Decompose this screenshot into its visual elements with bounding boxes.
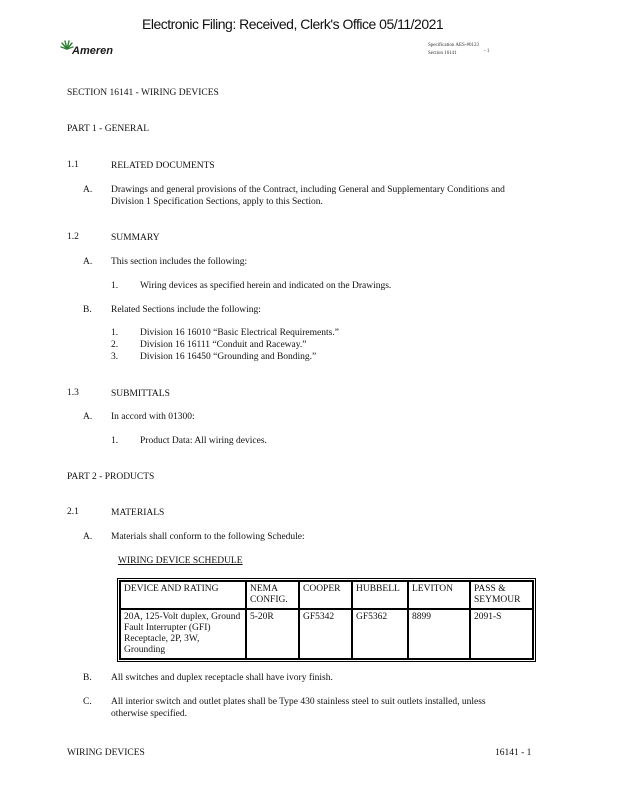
- logo-text: Ameren: [72, 45, 113, 57]
- section-2-1-title: MATERIALS: [111, 508, 165, 518]
- spec-page: - 1: [484, 49, 490, 54]
- table-cell: GF5342: [299, 609, 352, 659]
- item-1-2-A1-number: 1.: [111, 281, 119, 291]
- item-2-1-C-letter: C.: [83, 697, 92, 707]
- item-2-1-A-text: Materials shall conform to the following Schedule:: [111, 532, 305, 542]
- item-1-1-A-line1: Drawings and general provisions of the Contract, including General and Supplementary Conditions and: [111, 185, 505, 195]
- table-row: [120, 609, 533, 659]
- item-1-3-A-text: In accord with 01300:: [111, 412, 195, 422]
- list-item-text: Division 16 16010 “Basic Electrical Requirements.”: [140, 328, 339, 338]
- column-header: DEVICE AND RATING: [120, 581, 246, 609]
- spec-line-2: Section 16141: [428, 51, 457, 56]
- section-1-3-title: SUBMITTALS: [111, 389, 170, 399]
- item-1-2-A-text: This section includes the following:: [111, 257, 248, 267]
- table-cell: 2091-S: [470, 609, 533, 659]
- part-2-heading: PART 2 - PRODUCTS: [67, 472, 155, 482]
- section-1-1-title: RELATED DOCUMENTS: [111, 161, 215, 171]
- list-item-text: Division 16 16450 “Grounding and Bonding.”: [140, 352, 317, 362]
- column-header: COOPER: [299, 581, 352, 609]
- list-item-number: 1.: [111, 328, 119, 338]
- item-2-1-B-letter: B.: [83, 673, 92, 683]
- section-1-1-number: 1.1: [67, 160, 79, 170]
- section-1-2-title: SUMMARY: [111, 233, 160, 243]
- item-2-1-A-letter: A.: [83, 532, 93, 542]
- wiring-device-schedule-table: [117, 578, 536, 662]
- footer-title: WIRING DEVICES: [67, 748, 145, 758]
- ameren-logo: [60, 40, 120, 62]
- table-cell: 8899: [408, 609, 470, 659]
- section-title: SECTION 16141 - WIRING DEVICES: [67, 88, 219, 98]
- item-2-1-C-line1: All interior switch and outlet plates shall be Type 430 stainless steel to suit outlets installed, unless: [111, 697, 486, 707]
- item-1-2-A1-text: Wiring devices as specified herein and indicated on the Drawings.: [140, 281, 392, 291]
- schedule-title: WIRING DEVICE SCHEDULE: [118, 556, 243, 566]
- column-header: PASS & SEYMOUR: [470, 581, 533, 609]
- part-1-heading: PART 1 - GENERAL: [67, 124, 150, 134]
- column-header: LEVITON: [408, 581, 470, 609]
- item-2-1-B-text: All switches and duplex receptacle shall have ivory finish.: [111, 673, 333, 683]
- item-1-3-A1-text: Product Data: All wiring devices.: [140, 436, 267, 446]
- item-1-1-A-line2: Division 1 Specification Sections, apply to this Section.: [111, 197, 323, 207]
- item-1-3-A-letter: A.: [83, 412, 93, 422]
- table-cell: 5-20R: [246, 609, 299, 659]
- item-1-2-B-text: Related Sections include the following:: [111, 305, 261, 315]
- spec-line-1: Specification AES-#0123: [428, 43, 479, 48]
- column-header: NEMA CONFIG.: [246, 581, 299, 609]
- table-cell: 20A, 125-Volt duplex, Ground Fault Interrupter (GFI) Receptacle, 2P, 3W, Grounding: [120, 609, 246, 659]
- footer-page-number: 16141 - 1: [495, 748, 532, 758]
- section-1-3-number: 1.3: [67, 388, 79, 398]
- item-1-2-B-letter: B.: [83, 305, 92, 315]
- list-item-number: 3.: [111, 352, 119, 362]
- item-1-1-A-letter: A.: [83, 185, 93, 195]
- item-1-3-A1-number: 1.: [111, 436, 119, 446]
- table-header-row: [120, 581, 533, 609]
- list-item-text: Division 16 16111 “Conduit and Raceway.”: [140, 340, 307, 350]
- spec-header: [428, 42, 479, 58]
- section-1-2-number: 1.2: [67, 232, 79, 242]
- table-cell: GF5362: [352, 609, 408, 659]
- list-item-number: 2.: [111, 340, 119, 350]
- item-2-1-C-line2: otherwise specified.: [111, 709, 187, 719]
- filing-stamp: Electronic Filing: Received, Clerk's Office 05/11/2021: [142, 16, 444, 32]
- section-2-1-number: 2.1: [67, 507, 79, 517]
- item-1-2-A-letter: A.: [83, 257, 93, 267]
- column-header: HUBBELL: [352, 581, 408, 609]
